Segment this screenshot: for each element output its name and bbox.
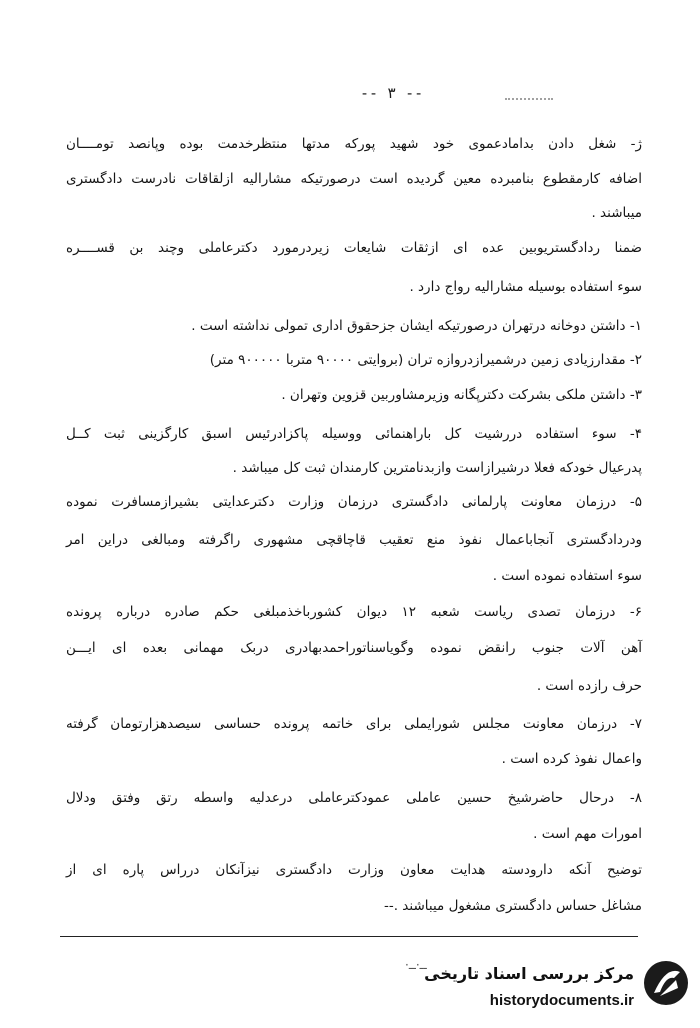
text-line: آهن آلات جنوب رانقض نموده وگویاسناتوراحمدبهادری دربک مهمانی بعده ای ایـــن [66,640,642,656]
text-line: ودردادگستری آنجاباعمال نفوذ منع تعقیب قاچاقچی مشهوری راگرفته ومبالغی دراین امر [66,532,642,548]
text-line: مشاغل حساس دادگستری مشغول میباشند .-- [383,898,642,914]
text-line: اضافه کارمقطوع بنامبرده معین گردیده است درصورتیکه مشارالیه ازلقاقات نادرست دادگستری [66,171,642,187]
text-line: ۱- داشتن دوخانه درتهران درصورتیکه ایشان جزحقوق اداری تمولی نداشته است . [191,318,642,334]
ink-mark: ·ــ·ــ [405,958,427,972]
text-line: ۷- درزمان معاونت مجلس شورایملی برای خاتمه پرونده حساسی سیصدهزارتومان گرفته [66,716,642,732]
text-line: ۴- سوء استفاده دررشیت کل باراهنمائی ووسیله پاکزادرئیس اسبق کارگزینی ثبت کــل [66,426,642,442]
ink-smudge [505,88,553,100]
text-line: ضمنا ردادگستریوبین عده ای ازثقات شایعات زیردرمورد دکترعاملی وچند بن قســــره [66,240,642,256]
footer-divider [60,936,638,937]
text-line: ۵- درزمان معاونت پارلمانی دادگستری درزمان وزارت دکترعدایتی بشیرازمسافرت نموده [66,494,642,510]
text-line: ۲- مقدارزیادی زمین درشمیرازدروازه تران (بروایتی ۹۰۰۰۰ متربا ۹۰۰۰۰۰ متر) [209,352,642,368]
text-line: ژ- شغل دادن بدامادعموی خود شهید پورکه مدتها منتظرخدمت بوده وپانصد تومــــان [66,136,642,152]
text-line: سوء استفاده نموده است . [492,568,642,584]
text-line: ۶- درزمان تصدی ریاست شعبه ۱۲ دیوان کشورباخذمبلغی حکم صادره درباره پرونده [66,604,642,620]
text-line: میباشند . [591,205,642,221]
text-line: پدرعیال خودکه فعلا درشیرازاست وازبدنامترین کارمندان ثبت کل میباشد . [232,460,642,476]
text-line: ۸- درحال حاضرشیخ حسین عاملی عمودکترعاملی درعدلیه واسطه رتق وفتق ودلال [66,790,642,806]
text-line: توضیح آنکه دارودسته هدایت معاون وزارت دادگستری نیزآنکان درراس پاره ای از [66,862,642,878]
page-number: -- ۳ -- [360,84,424,102]
text-line: واعمال نفوذ کرده است . [501,751,642,767]
text-line: حرف رازده است . [536,678,642,694]
brand-name: مرکز بررسی اسناد تاریخی [424,964,634,983]
text-line: امورات مهم است . [533,826,642,842]
brand-url[interactable]: historydocuments.ir [489,992,634,1009]
text-line: سوء استفاده بوسیله مشارالیه رواج دارد . [409,279,642,295]
text-line: ۳- داشتن ملکی بشرکت دکترپگانه وزیرمشاوربین قزوین وتهران . [281,387,642,403]
hd-logo-icon [640,958,692,1008]
